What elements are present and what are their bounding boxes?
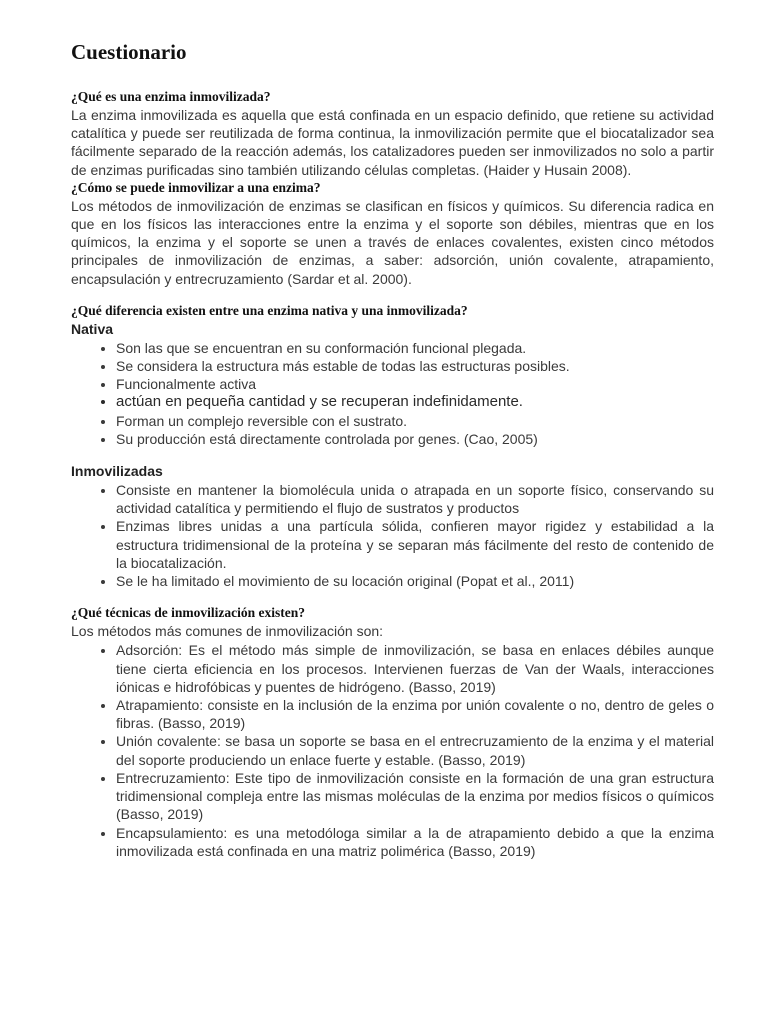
nativa-list: [71, 339, 714, 448]
inmovilizadas-list: [71, 481, 714, 590]
list-item: • Encapsulamiento: es una metodóloga similar a la de atrapamiento debido a que la enzima inmovilizada está confinada en una matriz polimérica (Basso, 2019): [116, 824, 714, 860]
inmovilizadas-heading: Inmovilizadas: [71, 463, 163, 480]
list-item: • Adsorción: Es el método más simple de inmovilización, se basa en enlaces débiles aunque tiene cierta eficiencia en los procesos. Intervienen fuerzas de Van der Waals, interacciones iónicas e hidrofóbicas y puentes de hidrógeno. (Basso, 2019): [116, 641, 714, 696]
techniques-list: [71, 641, 714, 859]
list-item: • Consiste en mantener la biomolécula unida o atrapada en un soporte físico, conservando su actividad catalítica y permitiendo el flujo de sustratos y productos: [116, 481, 714, 517]
list-item: • Entrecruzamiento: Este tipo de inmovilización consiste en la formación de una gran estructura tridimensional compleja entre las mismas moléculas de la enzima por medios físicos o químicos (Basso, 2019): [116, 769, 714, 824]
list-item: • Se considera la estructura más estable de todas las estructuras posibles.: [116, 357, 714, 375]
document-page: [71, 38, 714, 860]
list-item: • Son las que se encuentran en su conformación funcional plegada.: [116, 339, 714, 357]
list-item: • Unión covalente: se basa un soporte se basa en el entrecruzamiento de la enzima y el material del soporte produciendo un enlace fuerte y estable. (Basso, 2019): [116, 732, 714, 768]
list-item: • Enzimas libres unidas a una partícula sólida, confieren mayor rigidez y estabilidad a la estructura tridimensional de la proteína y se separan más fácilmente del resto de contenido de la biocatalización.: [116, 517, 714, 572]
list-item: • Se le ha limitado el movimiento de su locación original (Popat et al., 2011): [116, 572, 714, 590]
question-1: ¿Qué es una enzima inmovilizada?: [71, 89, 271, 104]
list-item: • Forman un complejo reversible con el sustrato.: [116, 412, 714, 430]
list-item: • actúan en pequeña cantidad y se recuperan indefinidamente.: [116, 393, 714, 411]
question-2: ¿Cómo se puede inmovilizar a una enzima?: [71, 179, 321, 195]
list-item: • Funcionalmente activa: [116, 375, 714, 393]
answer-2: Los métodos de inmovilización de enzimas se clasifican en físicos y químicos. Su diferencia radica en que en los físicos las interacciones entre la enzima y el soporte son débiles, mientras que en los químicos, la enzima y el soporte se unen a través de enlaces covalentes, existen cinco métodos principales de inmovilización de enzimas, a saber: adsorción, unión covalente, atrapamiento, encapsulación y entrecruzamiento (Sardar et al. 2000).: [71, 197, 714, 287]
question-3: ¿Qué diferencia existen entre una enzima nativa y una inmovilizada?: [71, 302, 468, 318]
nativa-heading: Nativa: [71, 320, 114, 337]
answer-1: La enzima inmovilizada es aquella que está confinada en un espacio definido, que retiene su actividad catalítica y puede ser reutilizada de forma continua, la inmovilización permite que el biocatalizador sea fácilmente separado de la reacción además, los catalizadores pueden ser inmovilizados no solo a partir de enzimas purificadas sino también utilizando células completas. (Haider y Husain 2008).: [71, 107, 714, 178]
list-item: • Su producción está directamente controlada por genes. (Cao, 2005): [116, 430, 714, 448]
question-4: ¿Qué técnicas de inmovilización existen?: [71, 605, 305, 621]
list-item: • Atrapamiento: consiste en la inclusión de la enzima por unión covalente o no, dentro de geles o fibras. (Basso, 2019): [116, 696, 714, 732]
techniques-intro: Los métodos más comunes de inmovilización son:: [71, 623, 384, 640]
page-title: Cuestionario: [71, 40, 187, 64]
